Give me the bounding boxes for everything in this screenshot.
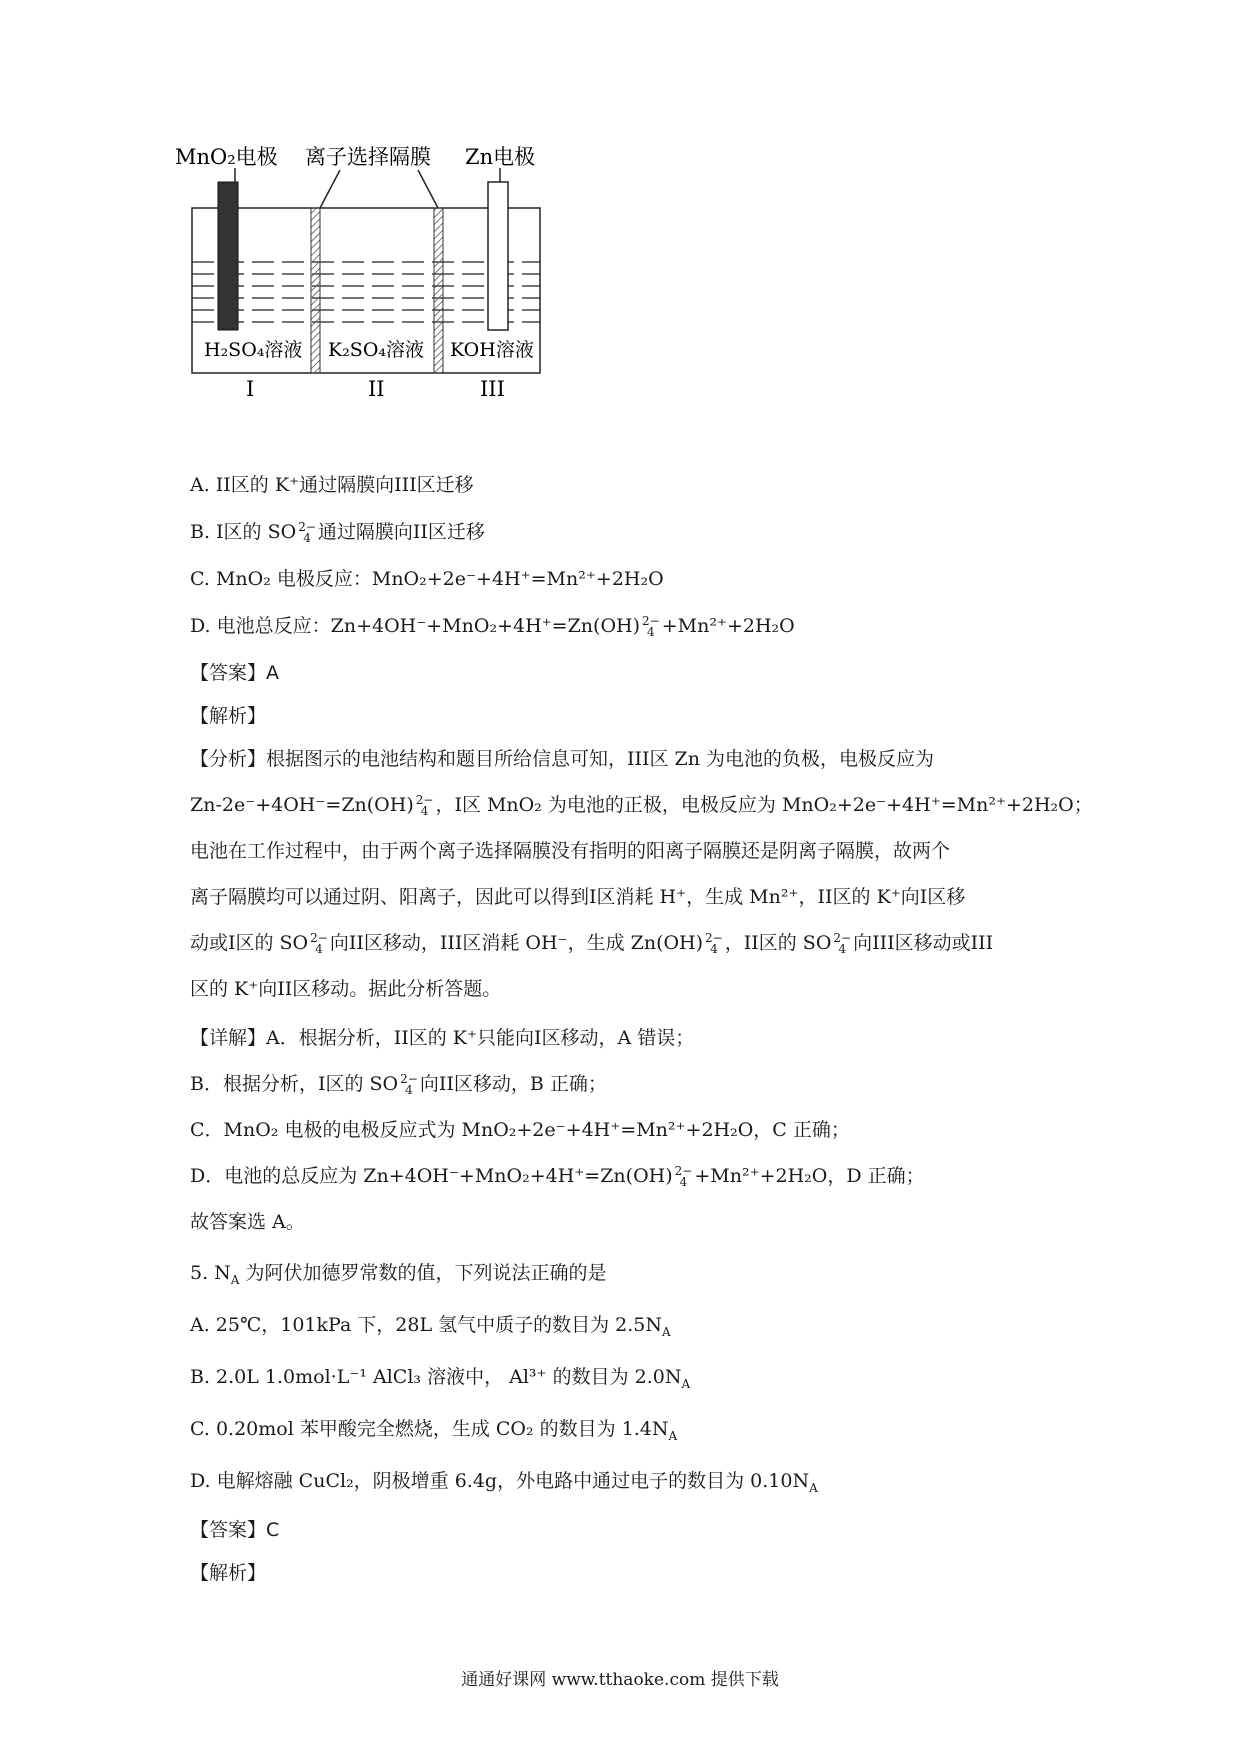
q4-analysis-line-3: 电池在工作过程中，由于两个离子选择隔膜没有指明的阳离子隔膜还是阴离子隔膜，故两个 <box>190 840 951 862</box>
solution-k2so4: K₂SO₄溶液 <box>328 339 425 361</box>
label-membrane: 离子选择隔膜 <box>305 145 431 169</box>
q4-detail-c: C．MnO₂ 电极的电极反应式为 MnO₂+2e⁻+4H⁺=Mn²⁺+2H₂O，C 正确； <box>190 1119 850 1141</box>
zone-1-label: I <box>246 377 255 401</box>
membrane-left <box>311 208 320 373</box>
q4-analysis-line-5: 动或I区的 SO 2− 4 向II区移动，III区消耗 OH⁻，生成 Zn(OH) 2− 4 ，II区的 SO 2− 4 向III区移动或III <box>190 931 994 956</box>
q4-conclusion: 故答案选 A。 <box>190 1211 305 1233</box>
zone-3-label: III <box>480 377 505 401</box>
cell-diagram <box>175 145 630 450</box>
solution-koh: KOH溶液 <box>450 339 534 361</box>
solution-h2so4: H₂SO₄溶液 <box>204 339 303 361</box>
mno2-electrode <box>218 182 238 330</box>
q4-detail-b: B．根据分析，I区的 SO 2− 4 向II区移动，B 正确； <box>190 1072 607 1097</box>
q4-answer: 【答案】A <box>190 662 279 684</box>
membrane-right <box>434 208 443 373</box>
q5-option-d: D. 电解熔融 CuCl₂，阴极增重 6.4g，外电路中通过电子的数目为 $0.10N_A$ <box>190 1470 818 1495</box>
q4-detail-a: 【详解】A．根据分析，II区的 K⁺只能向I区移动，A 错误； <box>190 1027 695 1049</box>
zn-electrode <box>488 182 508 330</box>
zone-2-label: II <box>368 377 385 401</box>
q4-option-a: A. II区的 K⁺通过隔膜向III区迁移 <box>190 474 474 496</box>
q4-option-b: B. I区的 SO 2− 4 通过隔膜向II区迁移 <box>190 520 485 545</box>
q4-detail-d: D．电池的总反应为 Zn+4OH⁻+MnO₂+4H⁺=Zn(OH) 2− 4 +Mn²⁺+2H₂O，D 正确； <box>190 1164 925 1189</box>
q4-option-d: D. 电池总反应：Zn+4OH⁻+MnO₂+4H⁺=Zn(OH) 2− 4 +Mn²⁺+2H₂O <box>190 614 795 639</box>
q4-option-c: C. MnO₂ 电极反应：MnO₂+2e⁻+4H⁺=Mn²⁺+2H₂O <box>190 568 664 590</box>
q5-answer: 【答案】C <box>190 1519 280 1541</box>
q5-option-b: B. 2.0L 1.0mol·L⁻¹ AlCl₃ 溶液中， Al³⁺ 的数目为 $2.0N_A$ <box>190 1366 691 1391</box>
page-footer: 通通好课网 www.tthaoke.com 提供下载 <box>461 1670 779 1690</box>
q5-analysis-tag: 【解析】 <box>190 1562 267 1584</box>
q5-option-c: C. 0.20mol 苯甲酸完全燃烧，生成 CO₂ 的数目为 $1.4N_A$ <box>190 1418 678 1443</box>
q4-analysis-tag: 【解析】 <box>190 705 267 727</box>
q4-analysis-line-1: 【分析】根据图示的电池结构和题目所给信息可知，III区 Zn 为电池的负极，电极反应为 <box>190 748 935 770</box>
q4-analysis-line-4: 离子隔膜均可以通过阴、阳离子，因此可以得到I区消耗 H⁺，生成 Mn²⁺，II区的 K⁺向I区移 <box>190 886 966 908</box>
q4-analysis-line-6: 区的 K⁺向II区移动。据此分析答题。 <box>190 978 502 1000</box>
q5-stem: 5. $N_A$ 为阿伏加德罗常数的值，下列说法正确的是 <box>190 1262 607 1287</box>
label-zn-electrode: Zn电极 <box>465 145 536 169</box>
q5-option-a: A. 25℃，101kPa 下，28L 氢气中质子的数目为 $2.5N_A$ <box>190 1314 671 1339</box>
label-mno2-electrode: MnO₂电极 <box>175 145 278 169</box>
q4-analysis-line-2: Zn-2e⁻+4OH⁻=Zn(OH) 2− 4 ，I区 MnO₂ 为电池的正极，电极反应为 MnO₂+2e⁻+4H⁺=Mn²⁺+2H₂O； <box>190 793 1093 818</box>
